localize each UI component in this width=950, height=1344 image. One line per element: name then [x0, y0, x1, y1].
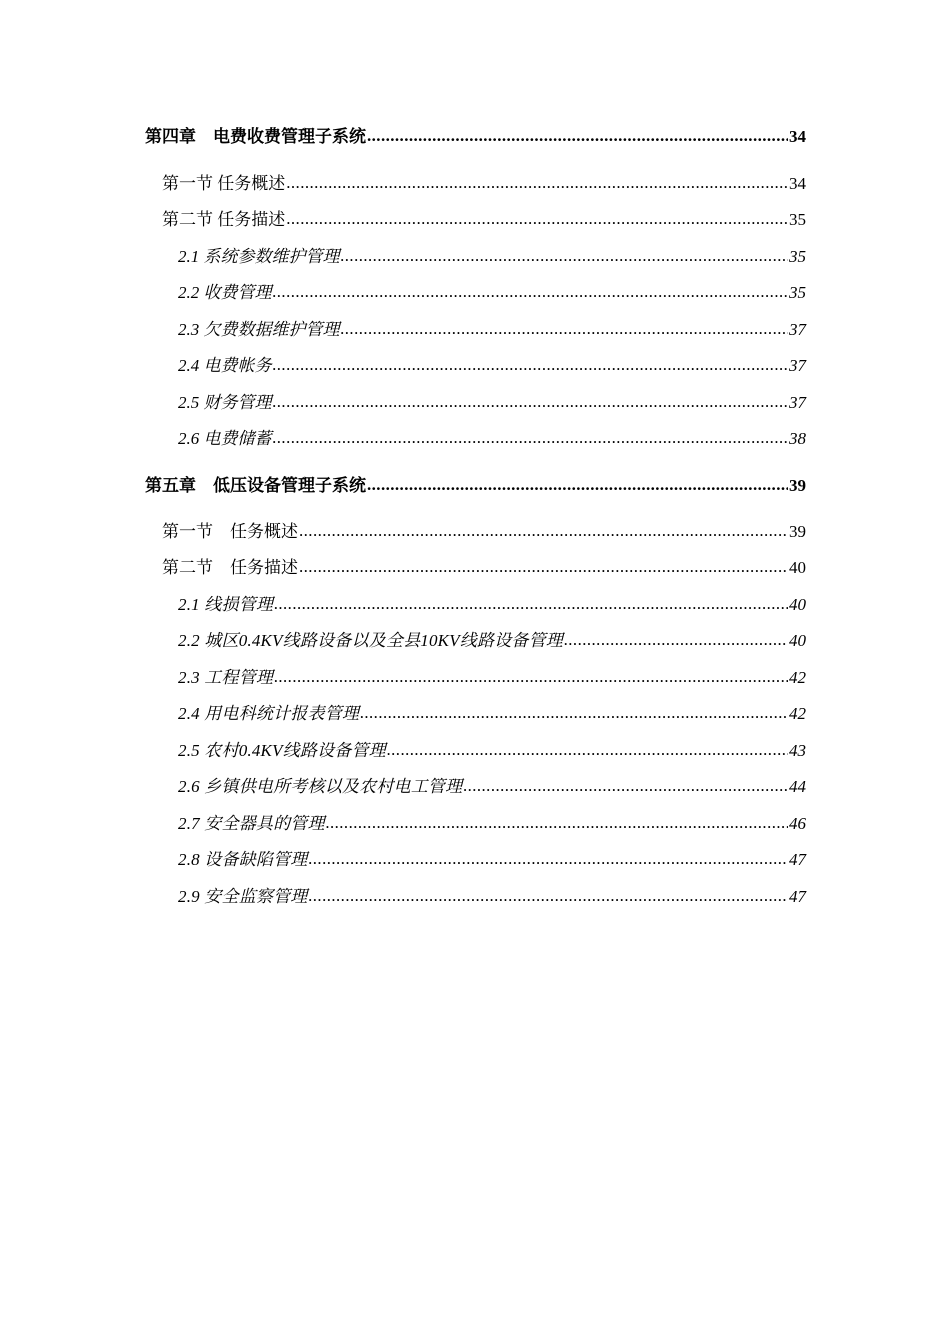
toc-page-number: 35 [789, 210, 806, 229]
toc-entry-title: 2.8 设备缺陷管理 [178, 850, 308, 869]
toc-subsection[interactable] [145, 354, 806, 378]
dot-leader [367, 124, 788, 148]
toc-chapter-4[interactable] [145, 125, 806, 149]
toc-entry-title: 2.3 工程管理 [178, 668, 274, 687]
toc-entry-title: 2.1 系统参数维护管理 [178, 247, 340, 266]
dot-leader [273, 390, 789, 414]
dot-leader [273, 353, 789, 377]
toc-page-number: 42 [789, 704, 806, 723]
toc-subsection[interactable] [145, 848, 806, 872]
toc-subsection[interactable] [145, 775, 806, 799]
toc-entry-title: 2.4 电费帐务 [178, 356, 272, 375]
toc-subsection[interactable] [145, 702, 806, 726]
toc-entry-title: 第五章 低压设备管理子系统 [145, 476, 366, 495]
toc-subsection[interactable] [145, 427, 806, 451]
dot-leader [286, 171, 788, 195]
toc-page-number: 46 [789, 814, 806, 833]
dot-leader [273, 280, 789, 304]
toc-entry-title: 2.4 用电科统计报表管理 [178, 704, 360, 723]
dot-leader [341, 244, 789, 268]
dot-leader [564, 628, 788, 652]
toc-page-number: 40 [789, 595, 806, 614]
toc-page-number: 42 [789, 668, 806, 687]
dot-leader [299, 519, 788, 543]
dot-leader [387, 738, 788, 762]
dot-leader [360, 701, 788, 725]
toc-entry-title: 2.6 乡镇供电所考核以及农村电工管理 [178, 777, 463, 796]
toc-subsection[interactable] [145, 281, 806, 305]
toc-page-number: 35 [789, 283, 806, 302]
toc-subsection[interactable] [145, 593, 806, 617]
toc-subsection[interactable] [145, 318, 806, 342]
toc-entry-title: 第二节 任务描述 [162, 558, 298, 577]
toc-page-number: 34 [789, 174, 806, 193]
toc-entry-title: 2.1 线损管理 [178, 595, 274, 614]
toc-page-number: 47 [789, 850, 806, 869]
toc-entry-title: 2.9 安全监察管理 [178, 887, 308, 906]
toc-entry-title: 2.5 农村0.4KV线路设备管理 [178, 741, 386, 760]
toc-subsection[interactable] [145, 391, 806, 415]
dot-leader [326, 811, 788, 835]
toc-entry-title: 第四章 电费收费管理子系统 [145, 127, 366, 146]
toc-page-number: 39 [789, 522, 806, 541]
toc-section[interactable] [145, 172, 806, 196]
toc-page-number: 44 [789, 777, 806, 796]
dot-leader [367, 473, 788, 497]
toc-page-number: 35 [789, 247, 806, 266]
toc-page-number: 37 [789, 393, 806, 412]
toc-chapter-5[interactable] [145, 474, 806, 498]
toc-subsection[interactable] [145, 885, 806, 909]
dot-leader [341, 317, 789, 341]
toc-page-number: 39 [789, 476, 806, 495]
toc-page-number: 34 [789, 127, 806, 146]
toc-entry-title: 2.6 电费储蓄 [178, 429, 272, 448]
toc-page-number: 40 [789, 558, 806, 577]
toc-page-number: 47 [789, 887, 806, 906]
toc-entry-title: 2.3 欠费数据维护管理 [178, 320, 340, 339]
toc-page-number: 43 [789, 741, 806, 760]
toc-entry-title: 第一节 任务概述 [162, 522, 298, 541]
toc-subsection[interactable] [145, 812, 806, 836]
toc-entry-title: 2.2 收费管理 [178, 283, 272, 302]
toc-page-number: 38 [789, 429, 806, 448]
toc-entry-title: 2.7 安全器具的管理 [178, 814, 325, 833]
toc-subsection[interactable] [145, 666, 806, 690]
toc-subsection[interactable] [145, 739, 806, 763]
toc-page-number: 40 [789, 631, 806, 650]
dot-leader [273, 426, 789, 450]
dot-leader [309, 884, 789, 908]
toc-entry-title: 第一节 任务概述 [162, 174, 286, 193]
dot-leader [463, 774, 788, 798]
dot-leader [274, 665, 788, 689]
toc-page-number: 37 [789, 356, 806, 375]
toc-entry-title: 2.2 城区0.4KV线路设备以及全县10KV线路设备管理 [178, 631, 563, 650]
dot-leader [309, 847, 789, 871]
toc-page-number: 37 [789, 320, 806, 339]
dot-leader [274, 592, 788, 616]
toc-entry-title: 2.5 财务管理 [178, 393, 272, 412]
dot-leader [299, 555, 788, 579]
dot-leader [286, 207, 788, 231]
toc-subsection[interactable] [145, 245, 806, 269]
toc-section[interactable] [145, 520, 806, 544]
toc-section[interactable] [145, 208, 806, 232]
toc-entry-title: 第二节 任务描述 [162, 210, 286, 229]
toc-section[interactable] [145, 556, 806, 580]
toc-subsection[interactable] [145, 629, 806, 653]
